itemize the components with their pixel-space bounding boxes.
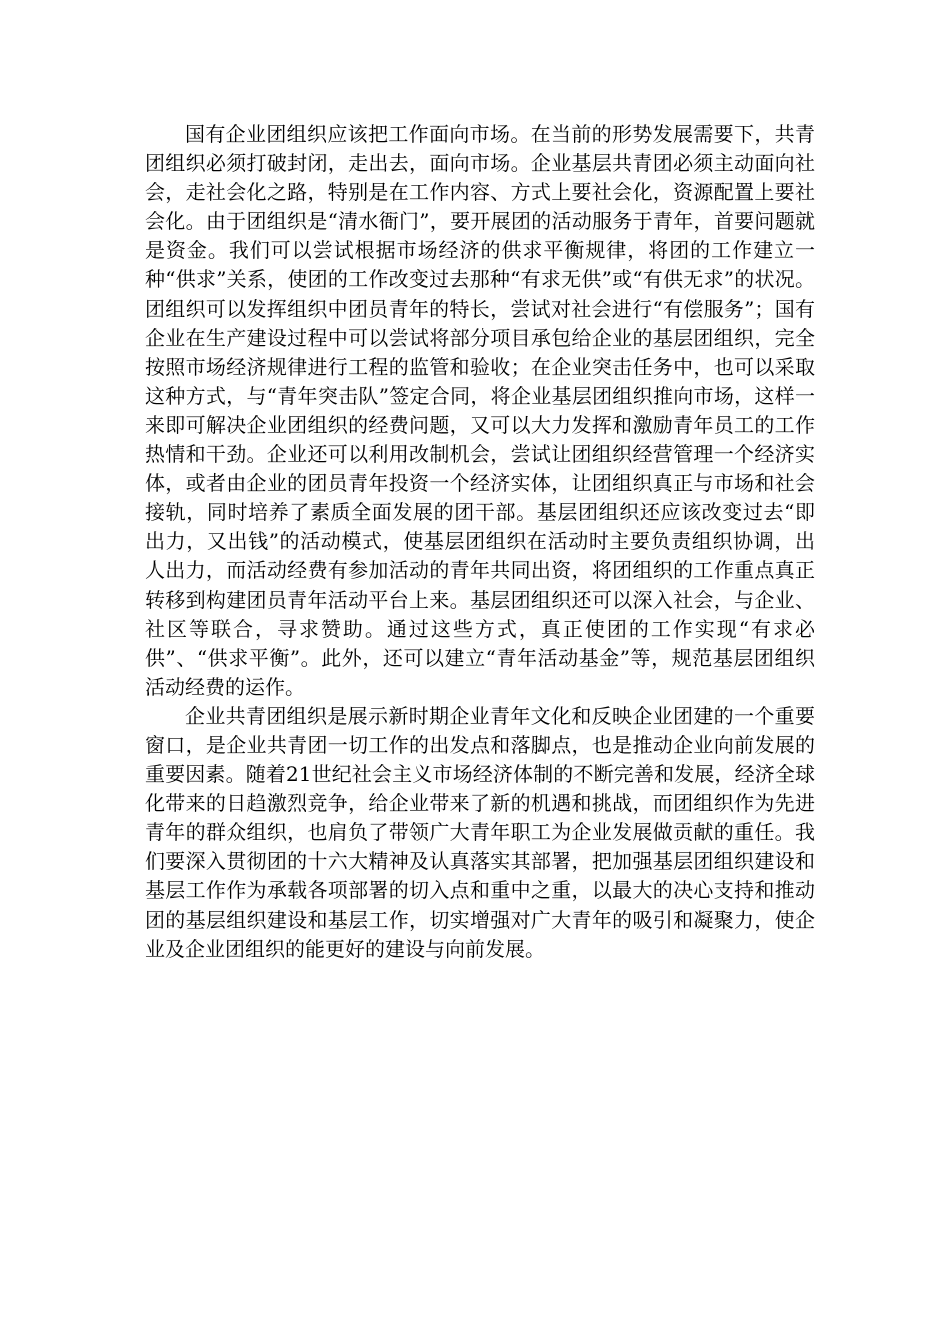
document-body (145, 120, 815, 964)
paragraph-2: 企业共青团组织是展示新时期企业青年文化和反映企业团建的一个重要窗口，是企业共青团一切工作的出发点和落脚点，也是推动企业向前发展的重要因素。随着21世纪社会主义市场经济体制的不断完善和发展，经济全球化带来的日趋激烈竞争，给企业带来了新的机遇和挑战，而团组织作为先进青年的群众组织，也肩负了带领广大青年职工为企业发展做贡献的重任。我们要深入贯彻团的十六大精神及认真落实其部署，把加强基层团组织建设和基层工作作为承载各项部署的切入点和重中之重，以最大的决心支持和推动团的基层组织建设和基层工作，切实增强对广大青年的吸引和凝聚力，使企业及企业团组织的能更好的建设与向前发展。 (145, 703, 815, 961)
paragraph-1: 国有企业团组织应该把工作面向市场。在当前的形势发展需要下，共青团组织必须打破封闭，走出去，面向市场。企业基层共青团必须主动面向社会，走社会化之路，特别是在工作内容、方式上要社会化，资源配置上要社会化。由于团组织是“清水衙门”，要开展团的活动服务于青年，首要问题就是资金。我们可以尝试根据市场经济的供求平衡规律，将团的工作建立一种“供求”关系，使团的工作改变过去那种“有求无供”或“有供无求”的状况。团组织可以发挥组织中团员青年的特长，尝试对社会进行“有偿服务”；国有企业在生产建设过程中可以尝试将部分项目承包给企业的基层团组织，完全按照市场经济规律进行工程的监管和验收；在企业突击任务中，也可以采取这种方式，与“青年突击队”签定合同，将企业基层团组织推向市场，这样一来即可解决企业团组织的经费问题，又可以大力发挥和激励青年员工的工作热情和干劲。企业还可以利用改制机会，尝试让团组织经营管理一个经济实体，或者由企业的团员青年投资一个经济实体，让团组织真正与市场和社会接轨，同时培养了素质全面发展的团干部。基层团组织还应该改变过去“即出力，又出钱”的活动模式，使基层团组织在活动时主要负责组织协调，出人出力，而活动经费有参加活动的青年共同出资，将团组织的工作重点真正转移到构建团员青年活动平台上来。基层团组织还可以深入社会，与企业、社区等联合，寻求赞助。通过这些方式，真正使团的工作实现“有求必供”、“供求平衡”。此外，还可以建立“青年活动基金”等，规范基层团组织活动经费的运作。 (145, 122, 815, 699)
